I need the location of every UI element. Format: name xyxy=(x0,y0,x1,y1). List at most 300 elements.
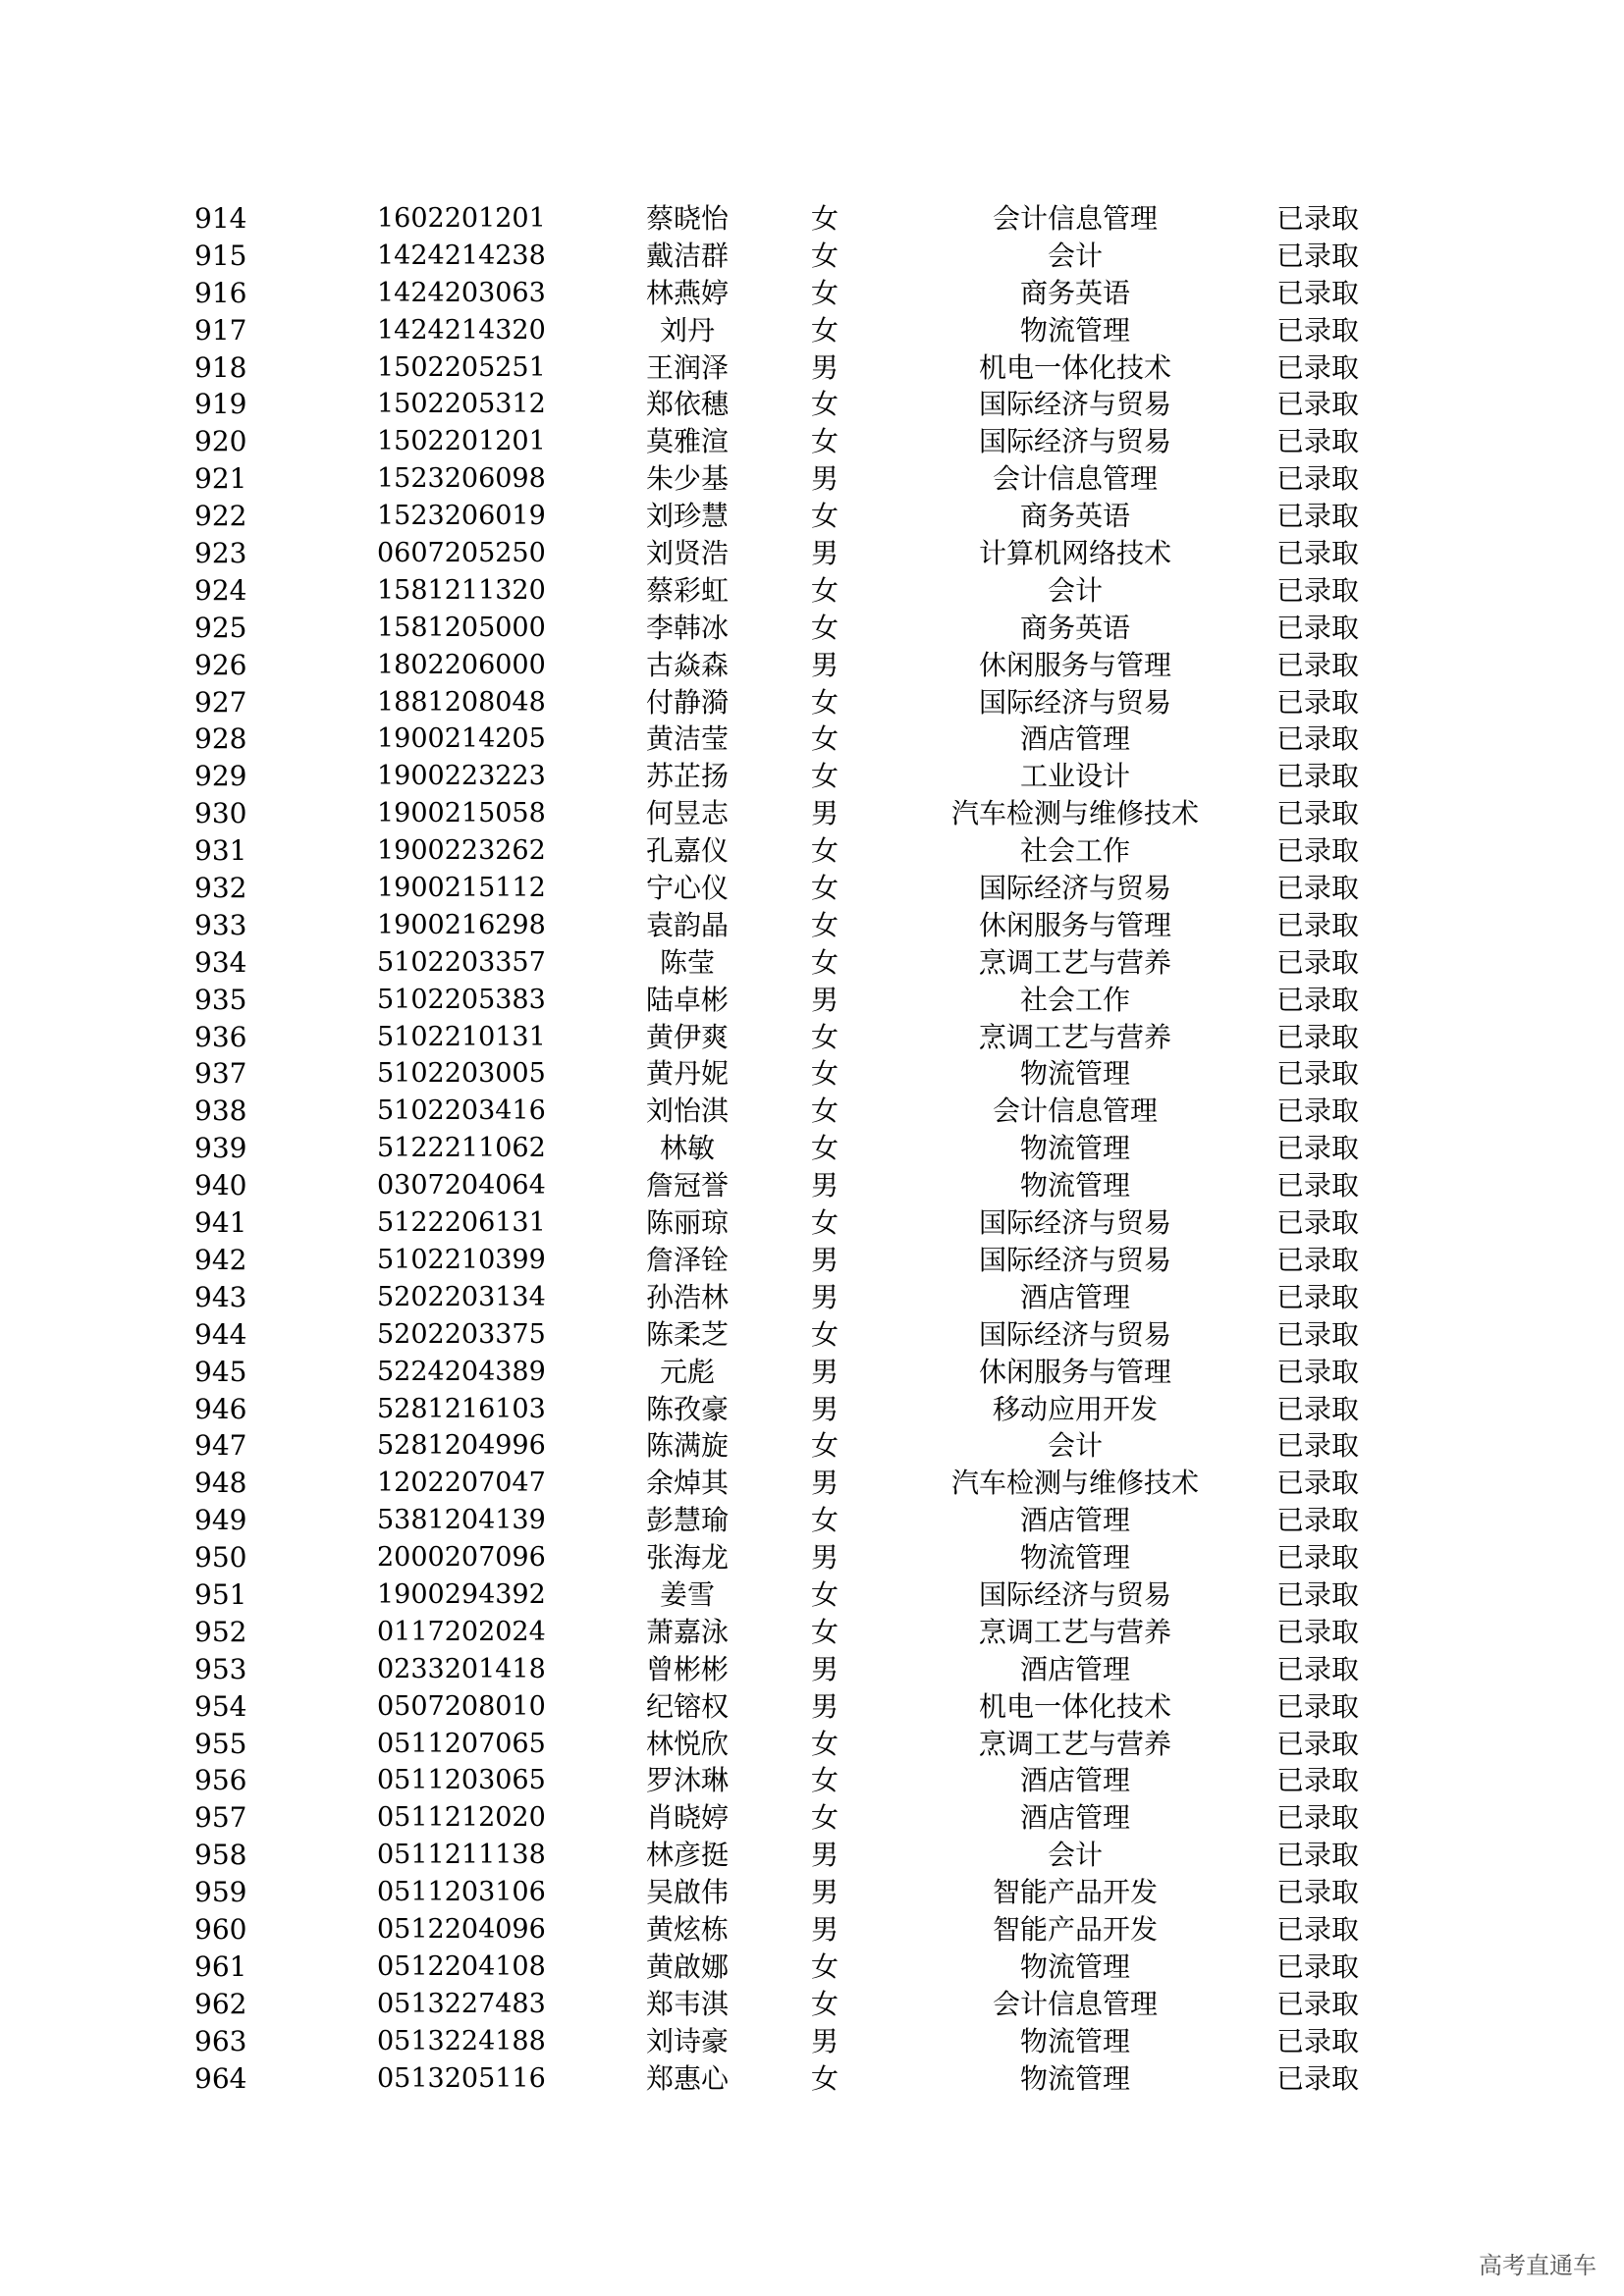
admission-status-cell: 已录取 xyxy=(1276,462,1360,496)
student-name-cell: 陈满旋 xyxy=(645,1429,729,1463)
row-number-cell: 920 xyxy=(194,425,247,458)
table-row xyxy=(0,312,1624,349)
admission-status-cell: 已录取 xyxy=(1276,1764,1360,1797)
student-name-cell: 王润泽 xyxy=(645,350,729,384)
student-name-cell: 刘珍慧 xyxy=(645,500,729,533)
row-number-cell: 936 xyxy=(194,1020,247,1053)
major-cell: 会计信息管理 xyxy=(992,1095,1158,1128)
student-name-cell: 莫雅渲 xyxy=(645,425,729,458)
table-row xyxy=(0,238,1624,275)
exam-id-cell: 5224204389 xyxy=(377,1356,546,1387)
major-cell: 国际经济与贸易 xyxy=(978,872,1171,905)
row-number-cell: 962 xyxy=(194,1987,247,2020)
major-cell: 物流管理 xyxy=(1019,1132,1130,1165)
admission-status-cell: 已录取 xyxy=(1276,313,1360,347)
student-name-cell: 古焱森 xyxy=(645,648,729,681)
student-name-cell: 姜雪 xyxy=(659,1577,715,1611)
student-name-cell: 蔡晓怡 xyxy=(645,202,729,235)
gender-cell: 男 xyxy=(810,537,839,570)
row-number-cell: 916 xyxy=(194,276,247,309)
table-row xyxy=(0,982,1624,1019)
row-number-cell: 929 xyxy=(194,760,247,793)
student-name-cell: 曾彬彬 xyxy=(645,1652,729,1685)
admission-status-cell: 已录取 xyxy=(1276,1801,1360,1835)
exam-id-cell: 0511207065 xyxy=(377,1728,546,1759)
student-name-cell: 萧嘉泳 xyxy=(645,1615,729,1648)
gender-cell: 男 xyxy=(810,1467,839,1500)
table-row xyxy=(0,1242,1624,1279)
exam-id-cell: 0117202024 xyxy=(377,1616,546,1647)
row-number-cell: 941 xyxy=(194,1206,247,1240)
table-row xyxy=(0,1167,1624,1204)
gender-cell: 男 xyxy=(810,1243,839,1276)
gender-cell: 女 xyxy=(810,573,839,607)
row-number-cell: 919 xyxy=(194,388,247,421)
exam-id-cell: 1424214320 xyxy=(377,314,546,346)
admission-status-cell: 已录取 xyxy=(1276,1095,1360,1128)
row-number-cell: 924 xyxy=(194,573,247,607)
admission-status-cell: 已录取 xyxy=(1276,685,1360,719)
admission-status-cell: 已录取 xyxy=(1276,1504,1360,1537)
gender-cell: 女 xyxy=(810,1801,839,1835)
exam-id-cell: 5122206131 xyxy=(377,1207,546,1239)
gender-cell: 女 xyxy=(810,611,839,644)
major-cell: 烹调工艺与营养 xyxy=(978,945,1171,979)
table-row xyxy=(0,275,1624,312)
major-cell: 酒店管理 xyxy=(1019,1764,1130,1797)
exam-id-cell: 1502205312 xyxy=(377,389,546,420)
table-row xyxy=(0,1688,1624,1726)
student-name-cell: 肖晓婷 xyxy=(645,1801,729,1835)
table-row xyxy=(0,1019,1624,1056)
gender-cell: 男 xyxy=(810,462,839,496)
gender-cell: 女 xyxy=(810,1429,839,1463)
row-number-cell: 923 xyxy=(194,537,247,570)
admission-status-cell: 已录取 xyxy=(1276,1057,1360,1091)
table-row xyxy=(0,2060,1624,2098)
exam-id-cell: 1900223262 xyxy=(377,835,546,867)
table-row xyxy=(0,795,1624,832)
table-row xyxy=(0,423,1624,460)
student-name-cell: 郑韦淇 xyxy=(645,1987,729,2020)
major-cell: 社会工作 xyxy=(1019,834,1130,868)
major-cell: 会计 xyxy=(1047,1429,1103,1463)
gender-cell: 男 xyxy=(810,1280,839,1313)
row-number-cell: 964 xyxy=(194,2061,247,2095)
major-cell: 国际经济与贸易 xyxy=(978,1577,1171,1611)
major-cell: 烹调工艺与营养 xyxy=(978,1615,1171,1648)
row-number-cell: 942 xyxy=(194,1243,247,1276)
table-row xyxy=(0,1576,1624,1614)
student-name-cell: 蔡彩虹 xyxy=(645,573,729,607)
admission-status-cell: 已录取 xyxy=(1276,872,1360,905)
admission-status-cell: 已录取 xyxy=(1276,573,1360,607)
major-cell: 物流管理 xyxy=(1019,1541,1130,1575)
admission-status-cell: 已录取 xyxy=(1276,1317,1360,1351)
table-row xyxy=(0,1799,1624,1837)
table-row xyxy=(0,1055,1624,1093)
row-number-cell: 934 xyxy=(194,945,247,979)
gender-cell: 男 xyxy=(810,1912,839,1946)
major-cell: 汽车检测与维修技术 xyxy=(950,797,1199,830)
student-name-cell: 林悦欣 xyxy=(645,1727,729,1760)
student-name-cell: 彭慧瑜 xyxy=(645,1504,729,1537)
admission-status-cell: 已录取 xyxy=(1276,1727,1360,1760)
exam-id-cell: 1424214238 xyxy=(377,240,546,271)
row-number-cell: 952 xyxy=(194,1615,247,1648)
table-row xyxy=(0,1614,1624,1651)
gender-cell: 女 xyxy=(810,1206,839,1240)
gender-cell: 女 xyxy=(810,685,839,719)
student-name-cell: 刘怡淇 xyxy=(645,1095,729,1128)
table-row xyxy=(0,460,1624,498)
major-cell: 社会工作 xyxy=(1019,983,1130,1016)
exam-id-cell: 1900223223 xyxy=(377,761,546,792)
row-number-cell: 915 xyxy=(194,239,247,272)
row-number-cell: 932 xyxy=(194,872,247,905)
admission-status-cell: 已录取 xyxy=(1276,1467,1360,1500)
exam-id-cell: 5102210131 xyxy=(377,1021,546,1052)
admission-status-cell: 已录取 xyxy=(1276,2024,1360,2057)
major-cell: 酒店管理 xyxy=(1019,1504,1130,1537)
table-row xyxy=(0,1093,1624,1130)
admission-status-cell: 已录取 xyxy=(1276,1577,1360,1611)
major-cell: 会计信息管理 xyxy=(992,462,1158,496)
student-name-cell: 陈莹 xyxy=(659,945,715,979)
admission-status-cell: 已录取 xyxy=(1276,1987,1360,2020)
gender-cell: 女 xyxy=(810,945,839,979)
table-row xyxy=(0,1354,1624,1391)
row-number-cell: 947 xyxy=(194,1429,247,1463)
table-row xyxy=(0,721,1624,758)
major-cell: 商务英语 xyxy=(1019,500,1130,533)
exam-id-cell: 2000207096 xyxy=(377,1542,546,1574)
row-number-cell: 917 xyxy=(194,313,247,347)
major-cell: 工业设计 xyxy=(1019,760,1130,793)
student-name-cell: 黄伊爽 xyxy=(645,1020,729,1053)
student-name-cell: 孙浩林 xyxy=(645,1280,729,1313)
row-number-cell: 959 xyxy=(194,1876,247,1909)
exam-id-cell: 0513227483 xyxy=(377,1988,546,2019)
major-cell: 休闲服务与管理 xyxy=(978,648,1171,681)
exam-id-cell: 1581211320 xyxy=(377,574,546,606)
exam-id-cell: 0511203065 xyxy=(377,1765,546,1796)
exam-id-cell: 0507208010 xyxy=(377,1690,546,1722)
exam-id-cell: 1523206098 xyxy=(377,463,546,495)
exam-id-cell: 5102205383 xyxy=(377,984,546,1015)
gender-cell: 男 xyxy=(810,350,839,384)
row-number-cell: 957 xyxy=(194,1801,247,1835)
major-cell: 物流管理 xyxy=(1019,313,1130,347)
table-row xyxy=(0,1726,1624,1763)
row-number-cell: 955 xyxy=(194,1727,247,1760)
student-name-cell: 吴啟伟 xyxy=(645,1876,729,1909)
major-cell: 会计信息管理 xyxy=(992,1987,1158,2020)
admission-status-cell: 已录取 xyxy=(1276,239,1360,272)
table-row xyxy=(0,944,1624,982)
major-cell: 酒店管理 xyxy=(1019,1801,1130,1835)
admission-status-cell: 已录取 xyxy=(1276,797,1360,830)
admission-status-cell: 已录取 xyxy=(1276,611,1360,644)
major-cell: 休闲服务与管理 xyxy=(978,908,1171,941)
exam-id-cell: 5202203134 xyxy=(377,1281,546,1312)
row-number-cell: 943 xyxy=(194,1280,247,1313)
admission-status-cell: 已录取 xyxy=(1276,1949,1360,1983)
row-number-cell: 960 xyxy=(194,1912,247,1946)
admission-status-cell: 已录取 xyxy=(1276,1020,1360,1053)
table-row xyxy=(0,1502,1624,1539)
table-row xyxy=(0,1391,1624,1428)
student-name-cell: 黄丹妮 xyxy=(645,1057,729,1091)
student-name-cell: 宁心仪 xyxy=(645,872,729,905)
gender-cell: 男 xyxy=(810,2024,839,2057)
exam-id-cell: 1900294392 xyxy=(377,1578,546,1610)
table-row xyxy=(0,1316,1624,1354)
admission-table xyxy=(0,200,1624,2097)
student-name-cell: 黄啟娜 xyxy=(645,1949,729,1983)
row-number-cell: 937 xyxy=(194,1057,247,1091)
exam-id-cell: 0511211138 xyxy=(377,1840,546,1871)
row-number-cell: 956 xyxy=(194,1764,247,1797)
row-number-cell: 927 xyxy=(194,685,247,719)
gender-cell: 女 xyxy=(810,276,839,309)
gender-cell: 女 xyxy=(810,908,839,941)
major-cell: 国际经济与贸易 xyxy=(978,388,1171,421)
exam-id-cell: 1202207047 xyxy=(377,1468,546,1499)
admission-status-cell: 已录取 xyxy=(1276,834,1360,868)
student-name-cell: 林燕婷 xyxy=(645,276,729,309)
student-name-cell: 孔嘉仪 xyxy=(645,834,729,868)
table-row xyxy=(0,1204,1624,1242)
gender-cell: 男 xyxy=(810,1876,839,1909)
exam-id-cell: 0607205250 xyxy=(377,538,546,569)
student-name-cell: 林彦挺 xyxy=(645,1839,729,1872)
admission-status-cell: 已录取 xyxy=(1276,983,1360,1016)
admission-status-cell: 已录取 xyxy=(1276,388,1360,421)
student-name-cell: 陈丽琼 xyxy=(645,1206,729,1240)
table-row xyxy=(0,1279,1624,1316)
gender-cell: 女 xyxy=(810,1020,839,1053)
admission-status-cell: 已录取 xyxy=(1276,1132,1360,1165)
gender-cell: 女 xyxy=(810,388,839,421)
exam-id-cell: 1424203063 xyxy=(377,277,546,308)
admission-status-cell: 已录取 xyxy=(1276,1206,1360,1240)
table-row xyxy=(0,498,1624,535)
table-row xyxy=(0,1762,1624,1799)
student-name-cell: 刘贤浩 xyxy=(645,537,729,570)
row-number-cell: 958 xyxy=(194,1839,247,1872)
major-cell: 智能产品开发 xyxy=(992,1876,1158,1909)
gender-cell: 女 xyxy=(810,722,839,756)
gender-cell: 女 xyxy=(810,1057,839,1091)
student-name-cell: 刘诗豪 xyxy=(645,2024,729,2057)
exam-id-cell: 0307204064 xyxy=(377,1170,546,1201)
major-cell: 计算机网络技术 xyxy=(978,537,1171,570)
gender-cell: 女 xyxy=(810,239,839,272)
exam-id-cell: 0233201418 xyxy=(377,1653,546,1684)
row-number-cell: 945 xyxy=(194,1355,247,1388)
exam-id-cell: 1900214205 xyxy=(377,723,546,755)
major-cell: 烹调工艺与营养 xyxy=(978,1020,1171,1053)
admission-status-cell: 已录取 xyxy=(1276,1912,1360,1946)
major-cell: 物流管理 xyxy=(1019,1057,1130,1091)
admission-status-cell: 已录取 xyxy=(1276,1615,1360,1648)
exam-id-cell: 1802206000 xyxy=(377,649,546,680)
major-cell: 酒店管理 xyxy=(1019,722,1130,756)
table-row xyxy=(0,610,1624,647)
table-row xyxy=(0,1465,1624,1502)
exam-id-cell: 1900215058 xyxy=(377,798,546,829)
watermark: 高考直通车 xyxy=(1479,2252,1597,2279)
gender-cell: 男 xyxy=(810,1169,839,1202)
table-row xyxy=(0,1911,1624,1949)
admission-status-cell: 已录取 xyxy=(1276,1689,1360,1723)
exam-id-cell: 5281204996 xyxy=(377,1430,546,1462)
gender-cell: 女 xyxy=(810,834,839,868)
major-cell: 会计 xyxy=(1047,239,1103,272)
row-number-cell: 933 xyxy=(194,908,247,941)
gender-cell: 男 xyxy=(810,1839,839,1872)
admission-status-cell: 已录取 xyxy=(1276,1169,1360,1202)
exam-id-cell: 0511203106 xyxy=(377,1877,546,1908)
student-name-cell: 詹冠誉 xyxy=(645,1169,729,1202)
major-cell: 国际经济与贸易 xyxy=(978,425,1171,458)
table-row xyxy=(0,758,1624,795)
major-cell: 移动应用开发 xyxy=(992,1392,1158,1425)
major-cell: 会计信息管理 xyxy=(992,202,1158,235)
admission-status-cell: 已录取 xyxy=(1276,1280,1360,1313)
exam-id-cell: 5102203357 xyxy=(377,946,546,978)
gender-cell: 男 xyxy=(810,797,839,830)
table-row xyxy=(0,572,1624,610)
gender-cell: 男 xyxy=(810,1355,839,1388)
admission-status-cell: 已录取 xyxy=(1276,1541,1360,1575)
student-name-cell: 陈孜豪 xyxy=(645,1392,729,1425)
gender-cell: 男 xyxy=(810,1392,839,1425)
row-number-cell: 954 xyxy=(194,1689,247,1723)
gender-cell: 男 xyxy=(810,1689,839,1723)
gender-cell: 女 xyxy=(810,1949,839,1983)
exam-id-cell: 0513205116 xyxy=(377,2062,546,2094)
exam-id-cell: 0512204108 xyxy=(377,1950,546,1982)
major-cell: 会计 xyxy=(1047,1839,1103,1872)
row-number-cell: 963 xyxy=(194,2024,247,2057)
row-number-cell: 946 xyxy=(194,1392,247,1425)
table-row xyxy=(0,2023,1624,2060)
table-row xyxy=(0,1986,1624,2023)
table-row xyxy=(0,1949,1624,1986)
gender-cell: 女 xyxy=(810,1987,839,2020)
exam-id-cell: 0512204096 xyxy=(377,1913,546,1945)
major-cell: 商务英语 xyxy=(1019,611,1130,644)
major-cell: 机电一体化技术 xyxy=(978,350,1171,384)
major-cell: 酒店管理 xyxy=(1019,1652,1130,1685)
admission-status-cell: 已录取 xyxy=(1276,1355,1360,1388)
student-name-cell: 刘丹 xyxy=(659,313,715,347)
admission-status-cell: 已录取 xyxy=(1276,648,1360,681)
gender-cell: 女 xyxy=(810,1095,839,1128)
admission-status-cell: 已录取 xyxy=(1276,1392,1360,1425)
student-name-cell: 郑依穗 xyxy=(645,388,729,421)
student-name-cell: 纪镕权 xyxy=(645,1689,729,1723)
exam-id-cell: 5102210399 xyxy=(377,1244,546,1275)
table-row xyxy=(0,386,1624,423)
gender-cell: 男 xyxy=(810,648,839,681)
exam-id-cell: 1881208048 xyxy=(377,686,546,718)
student-name-cell: 何昱志 xyxy=(645,797,729,830)
table-row xyxy=(0,1837,1624,1874)
gender-cell: 女 xyxy=(810,500,839,533)
major-cell: 机电一体化技术 xyxy=(978,1689,1171,1723)
major-cell: 汽车检测与维修技术 xyxy=(950,1467,1199,1500)
exam-id-cell: 5102203416 xyxy=(377,1095,546,1127)
admission-status-cell: 已录取 xyxy=(1276,722,1360,756)
row-number-cell: 928 xyxy=(194,722,247,756)
row-number-cell: 944 xyxy=(194,1317,247,1351)
exam-id-cell: 1900216298 xyxy=(377,909,546,940)
exam-id-cell: 1900215112 xyxy=(377,873,546,904)
gender-cell: 女 xyxy=(810,2061,839,2095)
gender-cell: 女 xyxy=(810,425,839,458)
student-name-cell: 郑惠心 xyxy=(645,2061,729,2095)
major-cell: 物流管理 xyxy=(1019,2024,1130,2057)
table-row xyxy=(0,684,1624,721)
gender-cell: 女 xyxy=(810,1727,839,1760)
admission-status-cell: 已录取 xyxy=(1276,1652,1360,1685)
row-number-cell: 940 xyxy=(194,1169,247,1202)
student-name-cell: 付静漪 xyxy=(645,685,729,719)
row-number-cell: 951 xyxy=(194,1577,247,1611)
table-row xyxy=(0,200,1624,238)
exam-id-cell: 0513224188 xyxy=(377,2025,546,2056)
table-row xyxy=(0,1539,1624,1576)
major-cell: 商务英语 xyxy=(1019,276,1130,309)
admission-status-cell: 已录取 xyxy=(1276,2061,1360,2095)
row-number-cell: 925 xyxy=(194,611,247,644)
admission-status-cell: 已录取 xyxy=(1276,276,1360,309)
student-name-cell: 陆卓彬 xyxy=(645,983,729,1016)
major-cell: 烹调工艺与营养 xyxy=(978,1727,1171,1760)
student-name-cell: 袁韵晶 xyxy=(645,908,729,941)
gender-cell: 女 xyxy=(810,1317,839,1351)
admission-status-cell: 已录取 xyxy=(1276,425,1360,458)
gender-cell: 女 xyxy=(810,760,839,793)
gender-cell: 女 xyxy=(810,1615,839,1648)
major-cell: 物流管理 xyxy=(1019,2061,1130,2095)
gender-cell: 女 xyxy=(810,1132,839,1165)
gender-cell: 男 xyxy=(810,1652,839,1685)
gender-cell: 女 xyxy=(810,1504,839,1537)
gender-cell: 女 xyxy=(810,313,839,347)
row-number-cell: 948 xyxy=(194,1467,247,1500)
major-cell: 国际经济与贸易 xyxy=(978,1243,1171,1276)
exam-id-cell: 1602201201 xyxy=(377,203,546,234)
row-number-cell: 921 xyxy=(194,462,247,496)
admission-status-cell: 已录取 xyxy=(1276,350,1360,384)
table-row xyxy=(0,1130,1624,1167)
major-cell: 国际经济与贸易 xyxy=(978,685,1171,719)
admission-status-cell: 已录取 xyxy=(1276,1429,1360,1463)
student-name-cell: 黄洁莹 xyxy=(645,722,729,756)
student-name-cell: 朱少基 xyxy=(645,462,729,496)
row-number-cell: 950 xyxy=(194,1541,247,1575)
row-number-cell: 918 xyxy=(194,350,247,384)
major-cell: 物流管理 xyxy=(1019,1169,1130,1202)
table-row xyxy=(0,907,1624,944)
admission-status-cell: 已录取 xyxy=(1276,1839,1360,1872)
major-cell: 国际经济与贸易 xyxy=(978,1206,1171,1240)
exam-id-cell: 1502205251 xyxy=(377,351,546,383)
